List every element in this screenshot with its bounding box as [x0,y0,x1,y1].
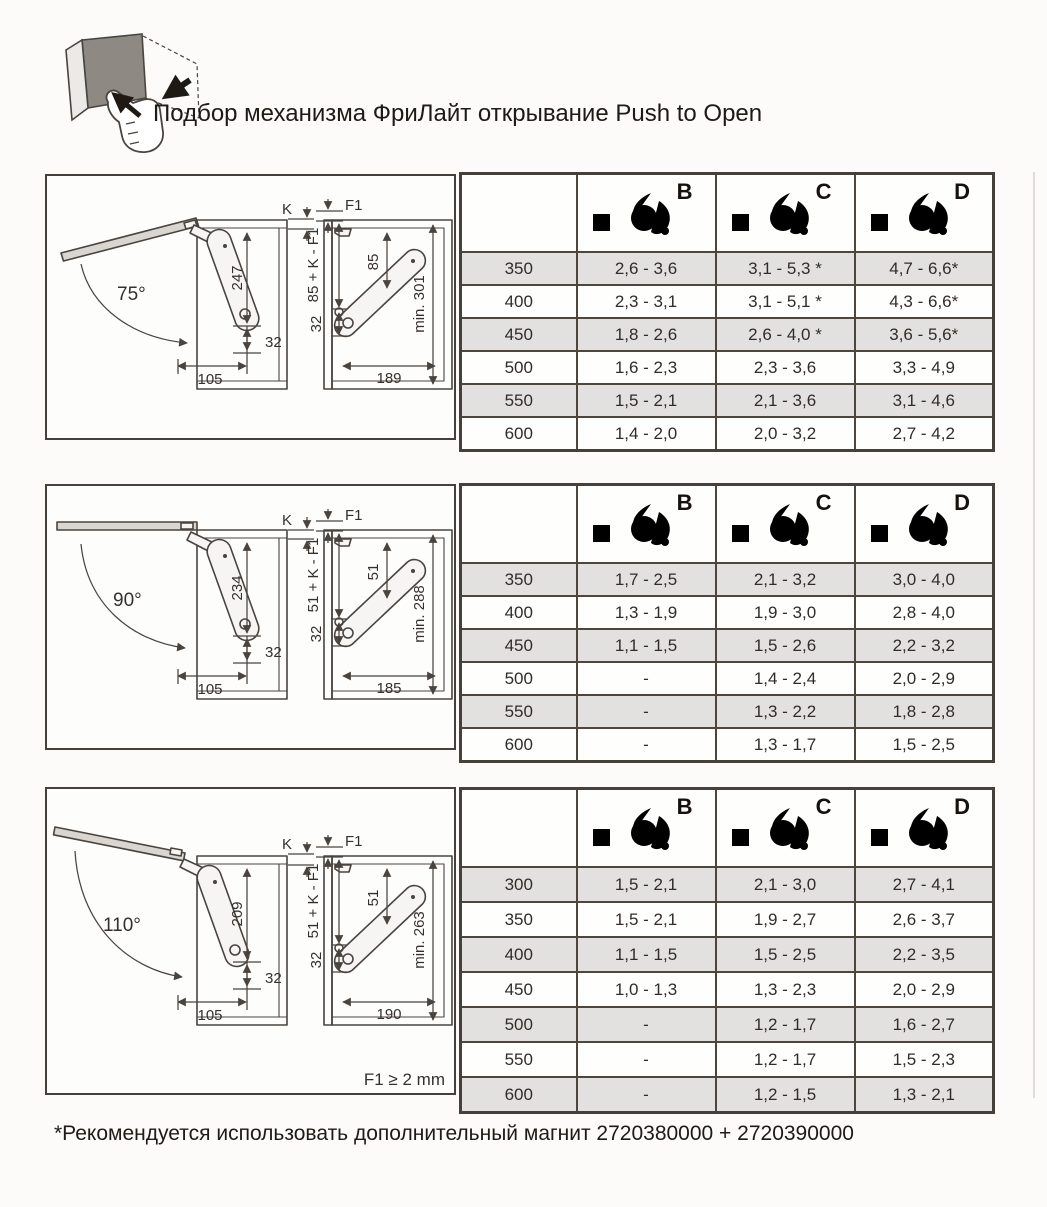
column-letter-b: B [676,490,693,515]
open-door-flap [54,827,186,861]
door-height-cell: 450 [461,972,577,1007]
range-d: 1,6 - 2,7 [855,1007,994,1042]
dim-f1-label: F1 [345,197,363,214]
weight-table-75 [459,172,995,452]
dim-pivot-height: 234 [229,575,246,601]
column-letter-d: D [954,490,970,515]
table-row [461,285,994,318]
diagram-box-110 [45,787,456,1095]
opening-angle-label: 110° [103,915,141,936]
range-d: 2,2 - 3,5 [855,937,994,972]
range-c: 1,9 - 2,7 [716,902,855,937]
column-b-header [577,789,716,868]
dim-f1-label: F1 [345,507,363,524]
range-d: 3,6 - 5,6* [855,318,994,351]
range-c: 1,2 - 1,7 [716,1042,855,1077]
table-75-wrap [459,172,995,452]
page-title: Подбор механизма ФриЛайт открывание Push to Open [153,100,763,127]
cabinet-closed [332,530,452,699]
table-row [461,902,994,937]
door-height-cell: 600 [461,728,577,762]
door-height-cell: 600 [461,1077,577,1113]
door-height-cell: 350 [461,252,577,285]
dim-k-label: K [281,201,292,218]
push-direction-arrow-icon [168,80,190,95]
table-row [461,662,994,695]
diagram-110 [47,789,454,1093]
weight-table-90 [459,483,995,763]
dim-base-105: 105 [197,371,223,388]
table-row [461,728,994,762]
cabinet-closed [332,220,452,389]
range-d: 3,1 - 4,6 [855,384,994,417]
dim-inner-width: 190 [376,1006,402,1023]
table-row [461,563,994,596]
page-edge-line [1033,172,1035,1098]
closed-door-panel [324,530,332,699]
column-letter-d: D [954,179,970,204]
column-c-header [716,485,855,564]
range-b: - [577,662,716,695]
column-c-header [716,174,855,253]
range-d: 1,5 - 2,5 [855,728,994,762]
range-d: 2,0 - 2,9 [855,662,994,695]
closed-door-panel [324,220,332,389]
table-corner-cell [461,789,577,868]
column-d-header [855,485,994,564]
dim-inner-width: 189 [376,370,402,387]
range-b: 1,1 - 1,5 [577,629,716,662]
dim-formula: 85 + K - F1 [305,227,322,303]
range-b: 2,6 - 3,6 [577,252,716,285]
open-door-flap [57,522,197,530]
weight-table-110 [459,787,995,1114]
door-height-cell: 500 [461,351,577,384]
column-letter-d: D [954,794,970,819]
door-height-cell: 350 [461,563,577,596]
table-row [461,937,994,972]
door-height-cell: 300 [461,867,577,902]
column-letter-c: C [815,794,832,819]
open-door-flap [61,218,199,261]
range-c: 2,1 - 3,2 [716,563,855,596]
range-c: 3,1 - 5,3 * [716,252,855,285]
range-b: 1,1 - 1,5 [577,937,716,972]
dim-k-label: K [281,836,292,853]
dim-right-offset: 32 [308,951,325,969]
f1-minimum-note: F1 ≥ 2 mm [363,1070,445,1089]
dim-offset-32: 32 [265,334,282,351]
dim-base-105: 105 [197,681,223,698]
door-height-cell: 400 [461,937,577,972]
range-b: 1,7 - 2,5 [577,563,716,596]
range-d: 2,8 - 4,0 [855,596,994,629]
diagram-box-75 [45,174,456,440]
cabinet-closed [332,856,452,1025]
range-c: 2,6 - 4,0 * [716,318,855,351]
dim-inner-width: 185 [376,680,402,697]
table-row [461,629,994,662]
dim-f1-label: F1 [345,833,363,850]
door-height-cell: 450 [461,629,577,662]
door-height-cell: 450 [461,318,577,351]
closed-door-panel [324,856,332,1025]
opening-angle-label: 90° [113,590,142,611]
column-d-header [855,789,994,868]
range-c: 1,3 - 2,2 [716,695,855,728]
dim-right-offset: 32 [308,625,325,643]
column-letter-c: C [815,179,832,204]
range-c: 2,1 - 3,0 [716,867,855,902]
dim-formula: 51 + K - F1 [305,863,322,939]
range-d: 4,3 - 6,6* [855,285,994,318]
door-height-cell: 500 [461,1007,577,1042]
column-letter-c: C [815,490,832,515]
range-b: 1,5 - 2,1 [577,902,716,937]
door-height-cell: 350 [461,902,577,937]
dim-arm-height: 51 [365,889,382,907]
range-d: 2,7 - 4,2 [855,417,994,451]
range-d: 4,7 - 6,6* [855,252,994,285]
table-row [461,972,994,1007]
door-hinge-bracket [181,523,193,529]
dim-arm-height: 85 [365,253,382,271]
column-letter-b: B [676,179,693,204]
table-row [461,351,994,384]
dim-offset-32: 32 [265,644,282,661]
range-c: 1,9 - 3,0 [716,596,855,629]
range-b: - [577,1007,716,1042]
range-d: 2,2 - 3,2 [855,629,994,662]
door-height-cell: 600 [461,417,577,451]
table-row [461,252,994,285]
range-c: 1,2 - 1,7 [716,1007,855,1042]
table-row [461,384,994,417]
opening-arc [75,851,182,977]
dim-min-depth: min. 301 [411,275,428,333]
range-b: 1,6 - 2,3 [577,351,716,384]
range-b: 1,4 - 2,0 [577,417,716,451]
range-b: 1,8 - 2,6 [577,318,716,351]
table-row [461,417,994,451]
range-d: 1,3 - 2,1 [855,1077,994,1113]
table-row [461,1007,994,1042]
dim-formula: 51 + K - F1 [305,537,322,613]
dim-base-105: 105 [197,1007,223,1024]
column-b-header [577,174,716,253]
door-height-cell: 500 [461,662,577,695]
range-c: 1,5 - 2,6 [716,629,855,662]
magnet-recommendation-footnote: *Рекомендуется использовать дополнительный магнит 2720380000 + 2720390000 [54,1122,854,1145]
range-b: 1,5 - 2,1 [577,867,716,902]
dim-arm-height: 51 [365,563,382,581]
opening-angle-label: 75° [117,284,146,305]
range-d: 2,0 - 2,9 [855,972,994,1007]
diagram-box-90 [45,484,456,750]
dim-min-depth: min. 263 [411,911,428,969]
range-c: 1,4 - 2,4 [716,662,855,695]
table-row [461,695,994,728]
range-c: 2,1 - 3,6 [716,384,855,417]
table-110-wrap [459,787,995,1114]
range-c: 1,5 - 2,5 [716,937,855,972]
table-90-wrap [459,483,995,763]
dim-pivot-height: 209 [229,901,246,927]
range-d: 3,3 - 4,9 [855,351,994,384]
range-c: 1,2 - 1,5 [716,1077,855,1113]
range-b: - [577,1077,716,1113]
lift-arm [190,225,259,330]
dim-offset-32: 32 [265,970,282,987]
range-d: 2,6 - 3,7 [855,902,994,937]
table-row [461,867,994,902]
range-d: 1,8 - 2,8 [855,695,994,728]
table-row [461,318,994,351]
range-b: - [577,695,716,728]
dim-right-offset: 32 [308,315,325,333]
diagram-90 [47,486,454,748]
dim-k-label: K [281,512,292,529]
table-corner-cell [461,485,577,564]
diagram-75 [47,176,454,438]
table-row [461,596,994,629]
range-d: 2,7 - 4,1 [855,867,994,902]
range-b: 1,0 - 1,3 [577,972,716,1007]
column-c-header [716,789,855,868]
range-c: 1,3 - 2,3 [716,972,855,1007]
table-corner-cell [461,174,577,253]
column-b-header [577,485,716,564]
table-row [461,1077,994,1113]
range-b: - [577,1042,716,1077]
range-c: 2,0 - 3,2 [716,417,855,451]
door-height-cell: 550 [461,1042,577,1077]
door-hinge-bracket [170,848,182,856]
door-height-cell: 550 [461,695,577,728]
column-d-header [855,174,994,253]
door-height-cell: 550 [461,384,577,417]
dim-pivot-height: 247 [229,265,246,291]
range-d: 1,5 - 2,3 [855,1042,994,1077]
table-row [461,1042,994,1077]
range-c: 2,3 - 3,6 [716,351,855,384]
range-d: 3,0 - 4,0 [855,563,994,596]
range-b: 1,5 - 2,1 [577,384,716,417]
range-c: 1,3 - 1,7 [716,728,855,762]
dim-min-depth: min. 288 [411,585,428,643]
range-c: 3,1 - 5,1 * [716,285,855,318]
range-b: 1,3 - 1,9 [577,596,716,629]
cabinet-push-hand-icon [50,24,210,164]
door-height-cell: 400 [461,285,577,318]
range-b: - [577,728,716,762]
column-letter-b: B [676,794,693,819]
door-height-cell: 400 [461,596,577,629]
range-b: 2,3 - 3,1 [577,285,716,318]
